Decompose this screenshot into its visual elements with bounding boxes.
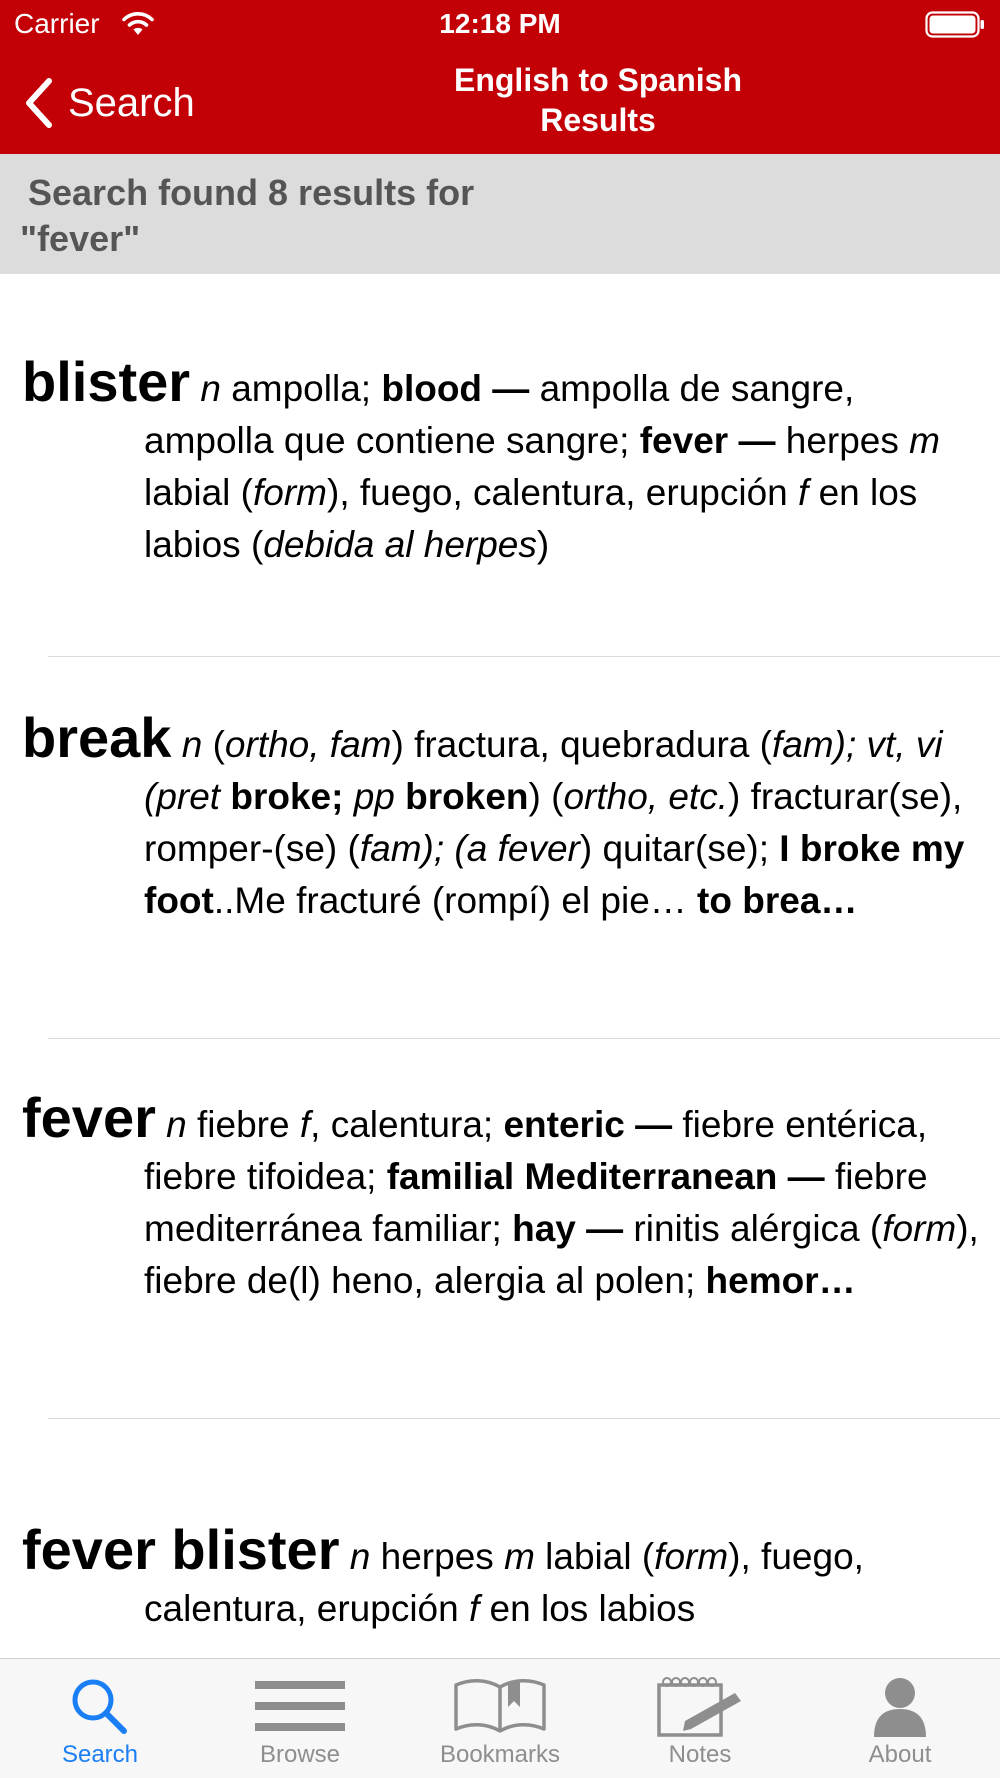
results-list	[0, 274, 1000, 1658]
tab-browse[interactable]	[200, 1659, 400, 1778]
chevron-left-icon	[22, 76, 56, 130]
tab-notes-label: Notes	[668, 1741, 732, 1768]
row-divider	[48, 656, 1000, 657]
results-summary-line1: Search found 8 results for	[28, 172, 475, 213]
clock: 12:18 PM	[439, 8, 561, 39]
entry-definition: n ampolla; blood — ampolla de sangre, ampolla que contiene sangre; fever — herpes m labial (form), fuego, calentura, erupción f en los labios (debida al herpes)	[144, 368, 940, 565]
row-divider	[48, 1038, 1000, 1039]
entry-headword: blister	[22, 350, 191, 413]
tab-bookmarks[interactable]	[400, 1659, 600, 1778]
tab-bookmarks-label: Bookmarks	[439, 1741, 561, 1768]
result-entry[interactable]	[22, 1086, 982, 1307]
entry-definition: n herpes m labial (form), fuego, calentura, erupción f en los labios	[144, 1536, 864, 1629]
entry-definition: n fiebre f, calentura; enteric — fiebre entérica, fiebre tifoidea; familial Mediterranean — fiebre mediterránea familiar; hay — rinitis alérgica (form), fiebre de(l) heno, alergia al polen; hemor…	[144, 1104, 979, 1301]
row-divider	[48, 1418, 1000, 1419]
navigation-bar	[0, 52, 1000, 154]
list-icon	[255, 1675, 345, 1735]
header	[0, 0, 1000, 154]
tab-search-label: Search	[61, 1741, 139, 1768]
page-title-line1: English to Spanish	[453, 62, 742, 98]
page-title	[398, 60, 798, 140]
tab-bar	[0, 1658, 1000, 1778]
carrier-label: Carrier	[14, 8, 100, 39]
results-summary-query: "fever"	[20, 218, 141, 259]
entry-headword: break	[22, 706, 172, 769]
results-summary	[0, 154, 1000, 274]
search-icon	[68, 1675, 132, 1737]
book-icon	[452, 1675, 548, 1735]
person-icon	[870, 1675, 930, 1737]
page-title-line2: Results	[540, 102, 656, 138]
status-bar	[0, 0, 1000, 52]
notepad-icon	[655, 1675, 745, 1737]
tab-search[interactable]	[0, 1659, 200, 1778]
result-entry[interactable]	[22, 1518, 982, 1635]
tab-about[interactable]	[800, 1659, 1000, 1778]
tab-notes[interactable]	[600, 1659, 800, 1778]
battery-icon	[925, 11, 985, 38]
back-button[interactable]	[22, 72, 195, 134]
tab-browse-label: Browse	[259, 1741, 341, 1768]
result-entry[interactable]	[22, 350, 982, 571]
entry-headword: fever blister	[22, 1518, 340, 1581]
entry-headword: fever	[22, 1086, 156, 1149]
result-entry[interactable]	[22, 706, 982, 927]
tab-about-label: About	[868, 1741, 932, 1768]
back-button-label: Search	[68, 80, 195, 125]
entry-definition: n (ortho, fam) fractura, quebradura (fam); vt, vi (pret broke; pp broken) (ortho, etc.) fracturar(se), romper-(se) (fam); (a fever) quitar(se); I broke my foot..Me fracturé (rompí) el pie… to brea…	[144, 724, 965, 921]
